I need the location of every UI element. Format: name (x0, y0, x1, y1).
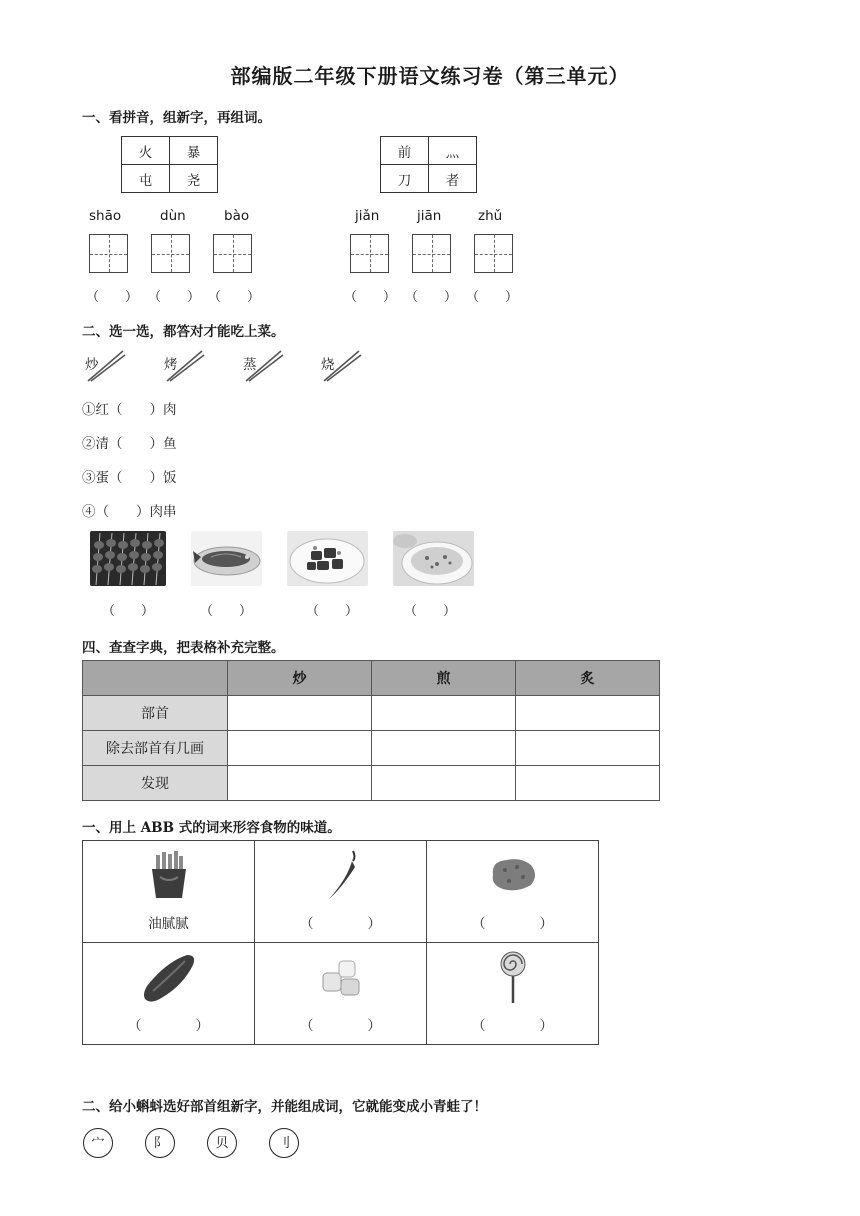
answer-blank[interactable]: （ ） (102, 604, 155, 619)
answer-blank[interactable]: （ ） (200, 604, 253, 619)
taste-cell[interactable] (427, 841, 599, 943)
writing-grid-box[interactable] (474, 234, 513, 273)
pinyin-label: zhǔ (478, 208, 503, 224)
char-cell: 灬 (429, 137, 477, 165)
char-cell: 屯 (122, 165, 170, 193)
pinyin-label: jiān (417, 208, 442, 224)
bitter-melon-icon (139, 951, 199, 1005)
table-header-cell: 炙 (516, 661, 660, 696)
row-header: 发现 (83, 766, 228, 801)
chili-icon (323, 849, 363, 903)
answer-blank[interactable]: （ ） (344, 290, 397, 305)
taste-table (82, 840, 599, 1045)
answer-cell[interactable] (228, 731, 372, 766)
page-title: 部编版二年级下册语文练习卷（第三单元） (230, 64, 630, 88)
pinyin-label: dùn (160, 208, 186, 224)
lollipop-icon (497, 951, 529, 1005)
char-cell: 者 (429, 165, 477, 193)
table-row (83, 731, 660, 766)
chopstick-card[interactable] (318, 348, 362, 386)
writing-grid-box[interactable] (412, 234, 451, 273)
answer-blank[interactable]: （ ） (466, 290, 519, 305)
answer-blank[interactable]: （ ） (306, 604, 359, 619)
answer-cell[interactable] (372, 766, 516, 801)
pinyin-label: jiǎn (355, 208, 380, 224)
table-header-cell (83, 661, 228, 696)
fried-rice-photo (393, 531, 474, 586)
writing-grid-box[interactable] (213, 234, 252, 273)
right-char-table (380, 136, 477, 193)
taste-cell[interactable] (83, 841, 255, 943)
answer-blank[interactable]: （ ） (404, 604, 457, 619)
taste-blank: （ ） (300, 916, 381, 932)
chopstick-card[interactable] (82, 348, 126, 386)
answer-cell[interactable] (516, 766, 660, 801)
taste-cell[interactable] (255, 943, 427, 1045)
char-cell: 尧 (170, 165, 218, 193)
fill-item[interactable]: ④（ ）肉串 (82, 504, 177, 520)
fill-item[interactable]: ②清（ ）鱼 (82, 436, 177, 452)
char-cell: 前 (381, 137, 429, 165)
section2-heading: 二、选一选，都答对才能吃上菜。 (82, 324, 285, 340)
left-char-table (121, 136, 218, 193)
section1-heading: 一、看拼音，组新字，再组词。 (82, 110, 271, 126)
fish-photo (191, 531, 262, 586)
radical-circle[interactable]: 贝 (207, 1128, 237, 1158)
section4-heading: 四、查查字典，把表格补充完整。 (82, 640, 285, 656)
answer-cell[interactable] (228, 766, 372, 801)
dictionary-table (82, 660, 660, 801)
fill-item[interactable]: ①红（ ）肉 (82, 402, 177, 418)
row-header: 部首 (83, 696, 228, 731)
pinyin-label: shāo (89, 208, 122, 224)
table-row (83, 766, 660, 801)
answer-cell[interactable] (228, 696, 372, 731)
radical-circle[interactable]: 刂 (269, 1128, 299, 1158)
answer-blank[interactable]: （ ） (208, 290, 261, 305)
taste-cell[interactable] (83, 943, 255, 1045)
taste-cell[interactable] (427, 943, 599, 1045)
answer-cell[interactable] (516, 696, 660, 731)
writing-grid-box[interactable] (89, 234, 128, 273)
radical-circle[interactable]: 阝 (145, 1128, 175, 1158)
chopstick-card[interactable] (240, 348, 284, 386)
taste-blank: （ ） (128, 1018, 209, 1034)
writing-grid-box[interactable] (350, 234, 389, 273)
section5-heading: 一、用上 ABB 式的词来形容食物的味道。 (82, 820, 341, 836)
kebab-photo (90, 531, 166, 586)
biscuit-icon (487, 855, 539, 895)
taste-blank: （ ） (472, 1018, 553, 1034)
taste-cell[interactable] (255, 841, 427, 943)
chopstick-word: 炒 (85, 357, 99, 373)
chopstick-word: 蒸 (243, 357, 257, 373)
char-cell: 刀 (381, 165, 429, 193)
writing-grid-box[interactable] (151, 234, 190, 273)
chopstick-word: 烤 (164, 357, 178, 373)
taste-blank: （ ） (300, 1018, 381, 1034)
table-row (83, 696, 660, 731)
answer-cell[interactable] (372, 696, 516, 731)
braised-pork-photo (287, 531, 368, 586)
row-header: 除去部首有几画 (83, 731, 228, 766)
answer-cell[interactable] (516, 731, 660, 766)
answer-blank[interactable]: （ ） (86, 290, 139, 305)
taste-blank: （ ） (472, 916, 553, 932)
fries-icon (148, 851, 190, 899)
answer-blank[interactable]: （ ） (405, 290, 458, 305)
radical-circle[interactable]: 宀 (83, 1128, 113, 1158)
char-cell: 火 (122, 137, 170, 165)
fill-item[interactable]: ③蛋（ ）饭 (82, 470, 177, 486)
answer-cell[interactable] (372, 731, 516, 766)
char-cell: 暴 (170, 137, 218, 165)
section6-heading: 二、给小蝌蚪选好部首组新字，并能组成词，它就能变成小青蛙了！ (82, 1099, 487, 1115)
table-header-cell: 煎 (372, 661, 516, 696)
answer-blank[interactable]: （ ） (148, 290, 201, 305)
marshmallow-icon (319, 957, 363, 999)
chopstick-card[interactable] (161, 348, 205, 386)
taste-label: 油腻腻 (148, 916, 189, 932)
table-header-cell: 炒 (228, 661, 372, 696)
pinyin-label: bào (224, 208, 250, 224)
chopstick-word: 烧 (321, 357, 335, 373)
